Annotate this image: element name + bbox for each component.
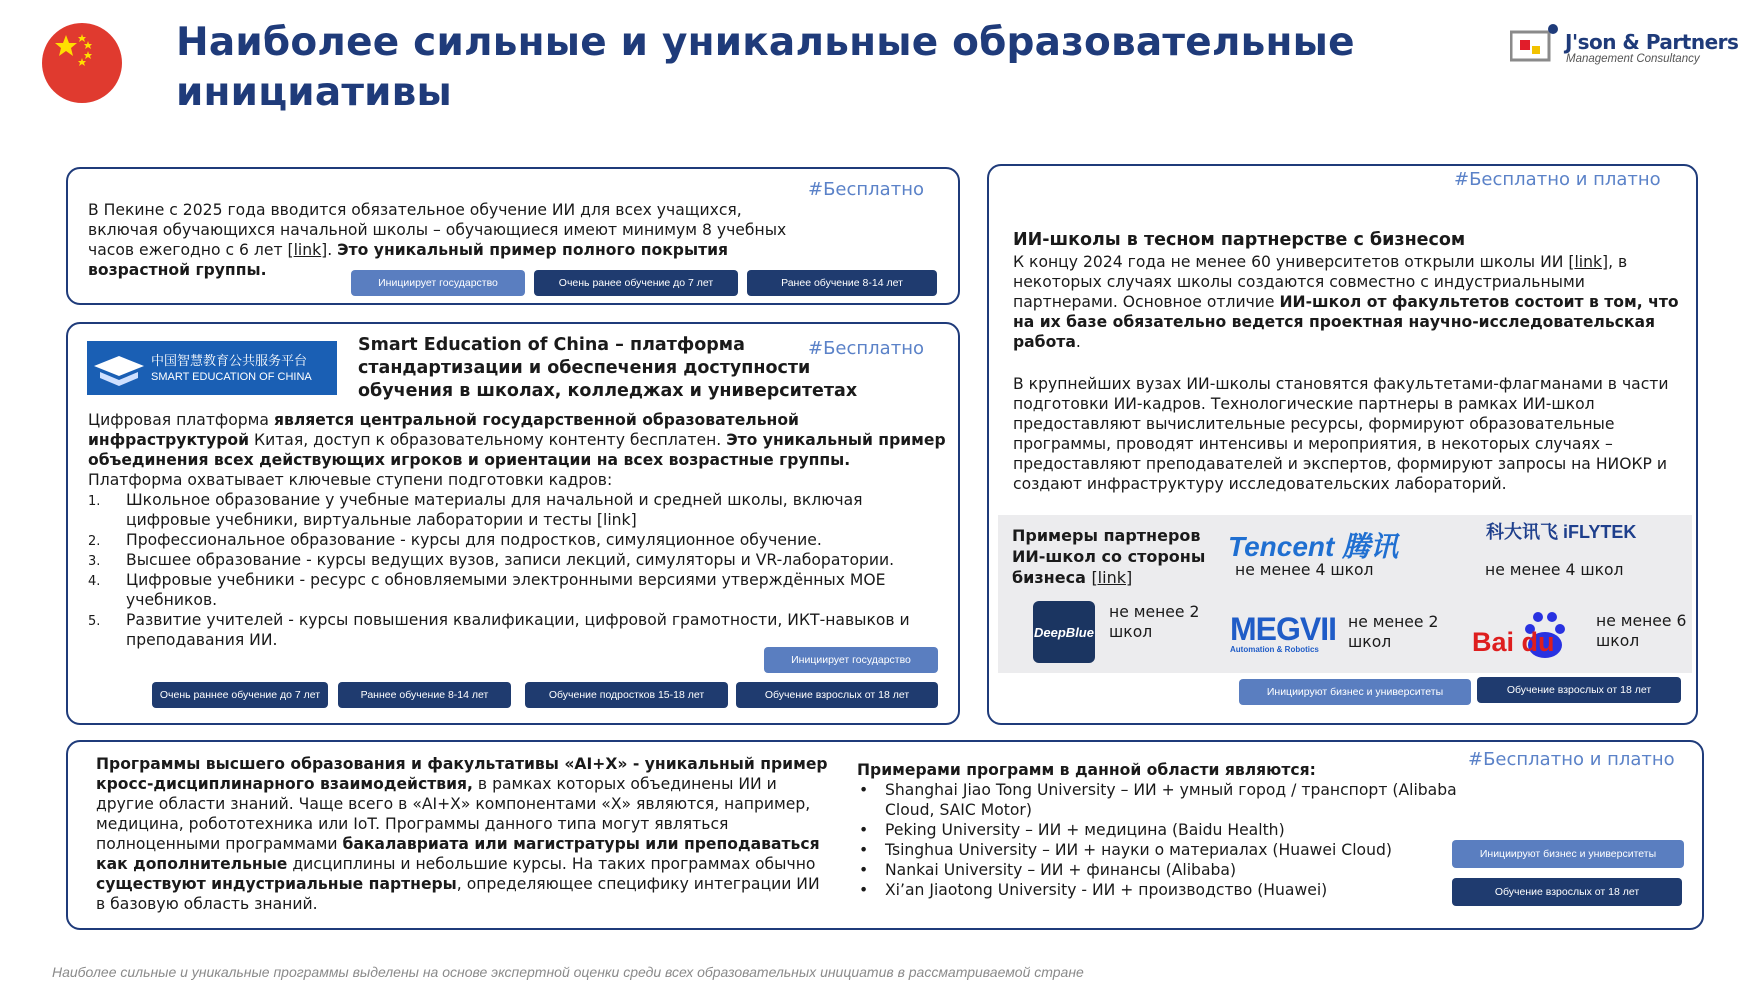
- pill-age-adults: Обучение взрослых от 18 лет: [1452, 878, 1682, 906]
- card3-p1: К концу 2024 года не менее 60 университетов открыли школы ИИ [link], в некоторых случаях школы создаются совместно с индустриальными партнерами. Основное отличие ИИ-школ от факультетов состоит в том, что на их базе обязательно ведется проектная научно-исследовательская работа.: [1013, 253, 1679, 351]
- card2-body: Цифровая платформа является центральной государственной образовательной инфраструктурой Китая, доступ к образовательному контенту бесплатен. Это уникальный пример объединения всех действующих игроков и ориентации на всех возрастные группы. Платформа охватывает ключевые ступени подготовки кадров: 1. Школьное образование у учебные материалы для начальной и средней школы, включая цифровые учебники, виртуальные лаборатории и тесты [link] 2. Профессиональное образование - курсы для подростков, симуляционное обучение. 3. Высшее образование - курсы ведущих вузов, записи лекций, симуляторы и VR-лаборатории. 4. Цифровые учебники - ресурс с обновляемыми электронными версиями утверждённых МОЕ учебников. 5. Развитие учителей - курсы повышения квалификации, цифровой грамотности, ИКТ-навыков и преподавания ИИ.: [88, 410, 948, 650]
- logo-mark-icon: [1510, 24, 1566, 64]
- source-link[interactable]: link: [293, 241, 322, 259]
- card3-heading: ИИ-школы в тесном партнерстве с бизнесом: [1013, 230, 1466, 250]
- list-item: • Nankai University – ИИ + финансы (Alibaba): [857, 860, 1457, 880]
- footer-note: Наиболее сильные и уникальные программы выделены на основе экспертной оценки среди всех образовательных инициатив в рассматриваемой стране: [52, 964, 1084, 980]
- pill-initiator: Инициируют бизнес и университеты: [1239, 679, 1471, 705]
- card4-text: Программы высшего образования и факультативы «AI+X» - уникальный пример кросс-дисциплинарного взаимодействия, в рамках которых объединены ИИ и другие области знаний. Чаще всего в «AI+X» компонентами «X» являются, например, медицина, робототехника или IoT. Программы данного типа могут являться полноценными программами бакалавриата или магистратуры или преподаваться как дополнительные дисциплины и небольшие курсы. На таких программах обычно существуют индустриальные партнеры, определяющее специфику интеграции ИИ в базовую область знаний.: [96, 755, 828, 913]
- partner-note: не менее 4 школ: [1485, 561, 1624, 579]
- partner-note: не менее 2 школ: [1109, 603, 1200, 641]
- pill-age-adults: Обучение взрослых от 18 лет: [1477, 677, 1681, 703]
- tencent-logo: Tencent 腾讯: [1228, 531, 1399, 562]
- logo-subtitle: Management Consultancy: [1566, 53, 1700, 65]
- smart-education-logo: 中国智慧教育公共服务平台 SMART EDUCATION OF CHINA: [87, 341, 337, 395]
- partner-note: не менее 4 школ: [1235, 561, 1374, 579]
- list-item: 5. Развитие учителей - курсы повышения квалификации, цифровой грамотности, ИКТ-навыков и преподавания ИИ.: [88, 611, 910, 649]
- pill-age-15-18: Обучение подростков 15-18 лет: [525, 682, 728, 708]
- source-link[interactable]: [link]: [1091, 568, 1133, 587]
- list-item: • Tsinghua University – ИИ + науки о материалах (Huawei Cloud): [857, 840, 1457, 860]
- card2-heading: Smart Education of China – платформа стандартизации и обеспечения доступности обучения в школах, колледжах и университетах: [358, 335, 858, 401]
- page-title: Наиболее сильные и уникальные образовательные инициативы: [176, 20, 1355, 115]
- book-wings-icon: [92, 348, 146, 388]
- price-tag: #Бесплатно: [808, 179, 924, 200]
- pill-initiator: Инициирует государство: [764, 647, 938, 673]
- partners-title: Примеры партнеров ИИ-школ со стороны бизнеса [link]: [1012, 526, 1206, 587]
- deepblue-logo: DeepBlue: [1033, 601, 1095, 663]
- list-item: 2. Профессиональное образование - курсы для подростков, симуляционное обучение.: [88, 531, 822, 549]
- price-tag: #Бесплатно и платно: [1468, 749, 1675, 770]
- examples-list: [857, 780, 1457, 900]
- company-logo: [1508, 10, 1739, 70]
- card3-p2: В крупнейших вузах ИИ-школы становятся факультетами-флагманами в части подготовки ИИ-кадров. Технологические партнеры в рамках ИИ-школ предоставляют вычислительные ресурсы, формируют образовательные программы, проводят интенсивы и мероприятия, в некоторых случаях – предоставляют преподавателей и экспертов, формируют запросы на НИОКР и создают инфраструктуру исследовательских лабораторий.: [1013, 375, 1669, 493]
- list-item: 4. Цифровые учебники - ресурс с обновляемыми электронными версиями утверждённых МОЕ учебников.: [88, 571, 886, 609]
- baidu-logo: Bai du: [1472, 611, 1582, 659]
- training-stages-list: [88, 490, 948, 650]
- list-item: 3. Высшее образование - курсы ведущих вузов, записи лекций, симуляторы и VR-лаборатории.: [88, 551, 895, 569]
- pill-age-8-14: Ранее обучение 8-14 лет: [747, 270, 937, 296]
- price-tag: #Бесплатно и платно: [1454, 169, 1661, 190]
- partner-note: не менее 6 школ: [1596, 612, 1687, 650]
- pill-age-adults: Обучение взрослых от 18 лет: [736, 682, 938, 708]
- card4-examples: Примерами программ в данной области являются: • Shanghai Jiao Tong University – ИИ + умный город / транспорт (Alibaba Cloud, SAIC Motor) • Peking University – ИИ + медицина (Baidu Health) • Tsinghua University – ИИ + науки о материалах (Huawei Cloud) • Nankai University – ИИ + финансы (Alibaba) • Xi’an Jiaotong University - ИИ + производство (Huawei): [857, 760, 1457, 900]
- pill-age-8-14: Раннее обучение 8-14 лет: [338, 682, 511, 708]
- card-beijing-ai-education: [66, 167, 960, 305]
- price-tag: #Бесплатно: [808, 338, 924, 359]
- pill-initiator: Инициируют бизнес и университеты: [1452, 840, 1684, 868]
- iflytek-logo: 科大讯飞 iFLYTEK: [1486, 522, 1637, 542]
- card-smart-education: [66, 322, 960, 725]
- logo-text: J'son & Partners: [1565, 30, 1739, 54]
- pill-age-early: Очень ранее обучение до 7 лет: [534, 270, 738, 296]
- china-flag-icon: [42, 23, 122, 103]
- partner-note: не менее 2 школ: [1348, 613, 1439, 651]
- pill-initiator: Инициирует государство: [351, 270, 525, 296]
- list-item: • Xi’an Jiaotong University - ИИ + производство (Huawei): [857, 880, 1457, 900]
- card-ai-plus-x: [66, 740, 1704, 930]
- megvii-logo: MEGVII Automation & Robotics: [1230, 611, 1337, 654]
- source-link[interactable]: link: [1574, 253, 1603, 271]
- pill-age-early: Очень раннее обучение до 7 лет: [152, 682, 328, 708]
- partners-box: [998, 515, 1692, 673]
- list-item: • Peking University – ИИ + медицина (Baidu Health): [857, 820, 1457, 840]
- card1-text: В Пекине с 2025 года вводится обязательное обучение ИИ для всех учащихся, включая обучающихся начальной школы – обучающиеся имеют минимум 8 учебных часов ежегодно с 6 лет [link]. Это уникальный пример полного покрытия возрастной группы.: [88, 201, 787, 279]
- list-item: • Shanghai Jiao Tong University – ИИ + умный город / транспорт (Alibaba Cloud, SAIC Motor): [857, 780, 1457, 820]
- list-item: 1. Школьное образование у учебные материалы для начальной и средней школы, включая цифровые учебники, виртуальные лаборатории и тесты [link]: [88, 491, 863, 529]
